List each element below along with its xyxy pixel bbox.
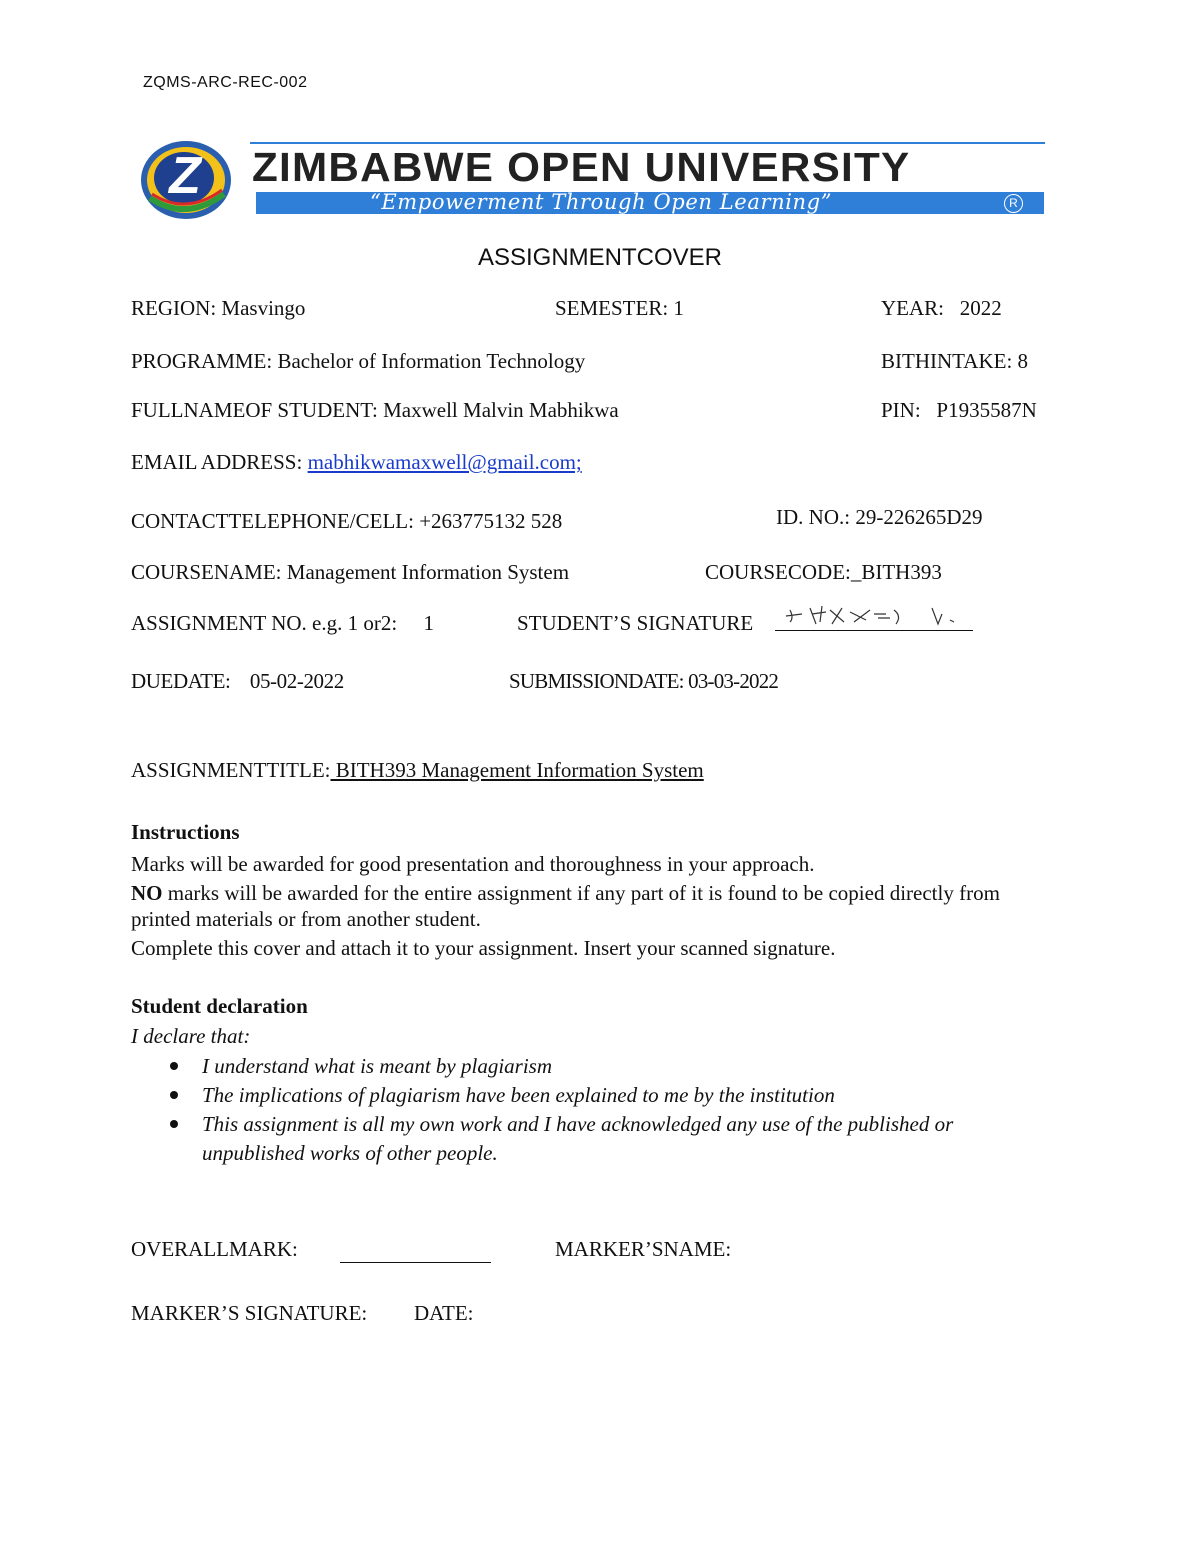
email-link[interactable]: mabhikwamaxwell@gmail.com; — [307, 450, 582, 474]
instructions-line-1: Marks will be awarded for good presentation and thoroughness in your approach. — [131, 852, 815, 876]
instructions-line-3: Complete this cover and attach it to your assignment. Insert your scanned signature. — [131, 936, 836, 960]
assignment-title-value: BITH393 Management Information System — [330, 758, 704, 782]
instructions-line-2 — [131, 880, 1051, 932]
pin-field: PIN: P1935587N — [881, 398, 1037, 422]
id-number-field: ID. NO.: 29-226265D29 — [776, 505, 983, 529]
assignment-number-field: ASSIGNMENT NO. e.g. 1 or2: 1 — [131, 611, 434, 635]
due-date-field: DUEDATE: 05-02-2022 — [131, 669, 344, 693]
bullet-icon — [170, 1091, 178, 1099]
year-field: YEAR: 2022 — [881, 296, 1002, 320]
region-field: REGION: Masvingo — [131, 296, 306, 320]
marker-signature-label: MARKER’S SIGNATURE: — [131, 1301, 368, 1325]
logo-letter: Z — [169, 147, 201, 205]
course-code-field — [705, 560, 942, 585]
document-code: ZQMS-ARC-REC-002 — [143, 74, 308, 91]
student-signature-label: STUDENT’S SIGNATURE — [517, 611, 754, 635]
overall-mark-line — [340, 1262, 491, 1263]
course-code-label: COURSECODE: — [705, 560, 851, 584]
page-title: ASSIGNMENTCOVER — [477, 244, 723, 271]
university-header — [138, 136, 1048, 222]
course-code-value: _BITH393 — [850, 560, 942, 584]
programme-field: PROGRAMME: Bachelor of Information Technology — [131, 349, 586, 373]
assignment-title-row — [131, 758, 704, 783]
marking-date-label: DATE: — [414, 1301, 474, 1325]
overall-mark-label: OVERALLMARK: — [131, 1237, 298, 1261]
intake-field: BITHINTAKE: 8 — [881, 349, 1029, 373]
slogan: “Empowerment Through Open Learning” — [370, 190, 833, 214]
declaration-item-text: This assignment is all my own work and I have acknowledged any use of the published or unpublished works of other people. — [202, 1112, 954, 1165]
student-signature-line — [775, 630, 973, 631]
instructions-no-emphasis: NO — [131, 881, 163, 905]
marker-name-label: MARKER’SNAME: — [555, 1237, 732, 1261]
semester-field: SEMESTER: 1 — [555, 296, 684, 320]
contact-field: CONTACTTELEPHONE/CELL: +263775132 528 — [131, 509, 563, 533]
bullet-icon — [170, 1120, 178, 1128]
declaration-list — [170, 1052, 1050, 1168]
declaration-intro: I declare that: — [131, 1024, 251, 1048]
list-item — [170, 1052, 1050, 1081]
instructions-line-2-text: marks will be awarded for the entire assignment if any part of it is found to be copied directly from printed materials or from another student. — [131, 881, 1000, 931]
declaration-item-text: The implications of plagiarism have been explained to me by the institution — [202, 1083, 835, 1107]
list-item — [170, 1081, 1050, 1110]
bullet-icon — [170, 1062, 178, 1070]
registered-mark-letter: R — [1009, 196, 1018, 210]
university-name: ZIMBABWE OPEN UNIVERSITY — [252, 144, 911, 190]
email-label: EMAIL ADDRESS: — [131, 450, 308, 474]
student-name-field: FULLNAMEOF STUDENT: Maxwell Malvin Mabhikwa — [131, 398, 619, 422]
instructions-heading: Instructions — [131, 820, 240, 844]
registered-mark-icon — [1004, 194, 1023, 213]
declaration-item-text: I understand what is meant by plagiarism — [202, 1054, 552, 1078]
student-signature-image — [782, 602, 972, 628]
course-name-field: COURSENAME: Management Information System — [131, 560, 570, 584]
assignment-title-label: ASSIGNMENTTITLE: — [131, 758, 331, 782]
email-row — [131, 450, 582, 475]
list-item — [170, 1110, 1050, 1168]
declaration-heading: Student declaration — [131, 994, 308, 1018]
submission-date-field: SUBMISSIONDATE: 03-03-2022 — [509, 669, 779, 693]
